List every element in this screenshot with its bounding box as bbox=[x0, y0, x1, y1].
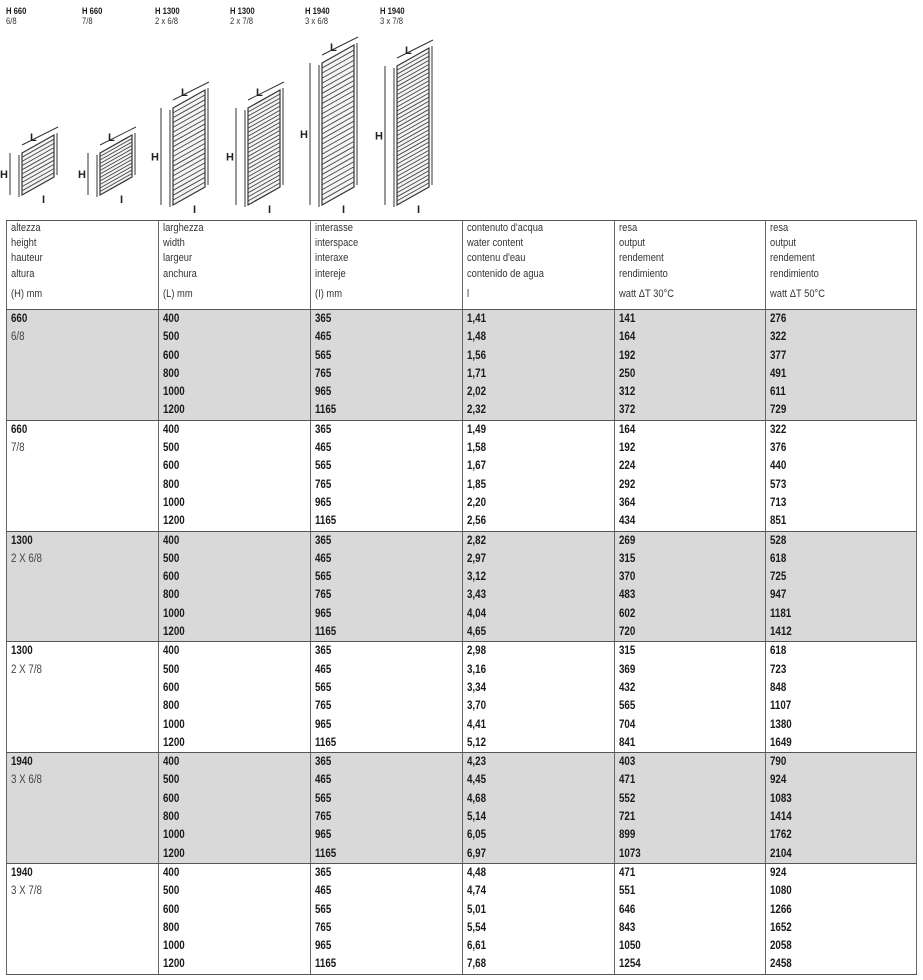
water-value: 1,71 bbox=[467, 367, 487, 380]
water-value: 1,85 bbox=[467, 478, 487, 491]
output50-value: 713 bbox=[770, 496, 787, 509]
interspace-value: 365 bbox=[315, 423, 332, 436]
output30-value: 432 bbox=[619, 681, 636, 694]
width-value: 1200 bbox=[163, 958, 185, 971]
width-value: 400 bbox=[163, 645, 180, 658]
width-value: 500 bbox=[163, 552, 180, 565]
output50-value: 1380 bbox=[770, 718, 792, 731]
interspace-value: 565 bbox=[315, 903, 332, 916]
width-value: 400 bbox=[163, 534, 180, 547]
width-value: 1200 bbox=[163, 847, 185, 860]
radiator-drawing-2 bbox=[78, 127, 136, 206]
water-value: 3,43 bbox=[467, 589, 487, 602]
water-cell bbox=[463, 753, 615, 864]
output50-cell bbox=[766, 310, 917, 421]
output50-value: 618 bbox=[770, 552, 787, 565]
water-cell bbox=[463, 310, 615, 421]
height-axis-label: H bbox=[151, 151, 159, 164]
width-value: 1000 bbox=[163, 607, 185, 620]
output30-value: 471 bbox=[619, 866, 636, 879]
output50-value: 1649 bbox=[770, 736, 792, 749]
water-value: 2,32 bbox=[467, 404, 487, 417]
water-value: 4,68 bbox=[467, 792, 487, 805]
model-group-row bbox=[7, 863, 917, 974]
spec-table bbox=[6, 220, 917, 975]
output30-value: 403 bbox=[619, 756, 636, 769]
output50-value: 611 bbox=[770, 386, 786, 399]
water-value: 1,67 bbox=[467, 460, 487, 473]
interspace-value: 765 bbox=[315, 811, 332, 824]
height-axis-label: H bbox=[300, 129, 308, 141]
output30-cell bbox=[615, 753, 766, 864]
width-cell bbox=[159, 863, 311, 974]
radiator-drawings bbox=[0, 0, 923, 218]
water-value: 1,56 bbox=[467, 349, 487, 362]
output50-cell bbox=[766, 863, 917, 974]
output30-value: 565 bbox=[619, 700, 636, 713]
output30-value: 312 bbox=[619, 386, 636, 399]
output30-cell bbox=[615, 310, 766, 421]
height-cell bbox=[7, 863, 159, 974]
output30-value: 192 bbox=[619, 442, 636, 455]
output30-value: 164 bbox=[619, 423, 636, 436]
interspace-axis-label: I bbox=[268, 204, 272, 216]
width-value: 400 bbox=[163, 313, 180, 325]
water-value: 2,56 bbox=[467, 515, 487, 528]
output30-value: 551 bbox=[619, 885, 636, 898]
width-value: 500 bbox=[163, 774, 180, 787]
width-value: 800 bbox=[163, 811, 180, 824]
output50-value: 1762 bbox=[770, 829, 792, 842]
water-value: 6,97 bbox=[467, 847, 487, 860]
output50-value: 848 bbox=[770, 681, 787, 694]
output50-value: 924 bbox=[770, 866, 787, 879]
width-value: 500 bbox=[163, 331, 180, 344]
width-value: 400 bbox=[163, 756, 180, 769]
height-cell bbox=[7, 531, 159, 642]
water-value: 5,01 bbox=[467, 903, 487, 916]
output50-value: 924 bbox=[770, 774, 787, 787]
interspace-value: 565 bbox=[315, 681, 332, 694]
output50-value: 2104 bbox=[770, 847, 792, 860]
output50-value: 322 bbox=[770, 423, 787, 436]
output50-value: 790 bbox=[770, 756, 787, 769]
output50-value: 618 bbox=[770, 645, 787, 658]
interspace-value: 365 bbox=[315, 756, 332, 769]
output30-value: 552 bbox=[619, 792, 636, 805]
height-value: 1940 bbox=[11, 756, 33, 769]
water-cell bbox=[463, 863, 615, 974]
height-cell bbox=[7, 753, 159, 864]
output30-value: 370 bbox=[619, 571, 636, 584]
interspace-axis-label: I bbox=[417, 204, 421, 216]
radiator-drawing-6 bbox=[375, 40, 433, 216]
model-code: 2 X 7/8 bbox=[11, 663, 42, 676]
width-value: 600 bbox=[163, 903, 180, 916]
output50-value: 528 bbox=[770, 534, 787, 547]
height-value: 1300 bbox=[11, 534, 33, 547]
width-cell bbox=[159, 531, 311, 642]
width-axis-label: L bbox=[181, 87, 188, 99]
width-value: 800 bbox=[163, 700, 180, 713]
width-cell bbox=[159, 420, 311, 531]
water-value: 7,68 bbox=[467, 958, 487, 971]
width-value: 1000 bbox=[163, 940, 185, 953]
output50-value: 1652 bbox=[770, 921, 792, 934]
interspace-cell bbox=[311, 863, 463, 974]
output50-value: 1266 bbox=[770, 903, 792, 916]
width-axis-label: L bbox=[330, 42, 337, 54]
model-label-6: H 1940 3 x 7/8 bbox=[380, 6, 405, 26]
width-cell bbox=[159, 753, 311, 864]
width-value: 500 bbox=[163, 442, 180, 455]
interspace-cell bbox=[311, 531, 463, 642]
interspace-value: 565 bbox=[315, 460, 332, 473]
water-value: 3,34 bbox=[467, 681, 487, 694]
output30-value: 1073 bbox=[619, 847, 641, 860]
header-width: larghezza width largeur anchura (L) mm bbox=[159, 221, 311, 310]
interspace-cell bbox=[311, 420, 463, 531]
radiator-drawing-1 bbox=[0, 127, 58, 206]
width-value: 600 bbox=[163, 681, 180, 694]
model-illustrations bbox=[0, 0, 923, 218]
output50-value: 573 bbox=[770, 478, 787, 491]
height-value: 1300 bbox=[11, 645, 33, 658]
output50-value: 2458 bbox=[770, 958, 792, 971]
width-value: 600 bbox=[163, 571, 180, 584]
output30-value: 292 bbox=[619, 478, 636, 491]
interspace-value: 465 bbox=[315, 663, 332, 676]
output30-value: 224 bbox=[619, 460, 636, 473]
interspace-axis-label: I bbox=[342, 204, 346, 216]
header-output-50: resa output rendement rendimiento watt ΔT 50°C bbox=[766, 221, 917, 310]
model-label-2: H 660 7/8 bbox=[82, 6, 103, 26]
output30-value: 899 bbox=[619, 829, 636, 842]
interspace-value: 765 bbox=[315, 589, 332, 602]
height-cell bbox=[7, 420, 159, 531]
output30-value: 1050 bbox=[619, 940, 641, 953]
width-value: 600 bbox=[163, 792, 180, 805]
height-axis-label: H bbox=[78, 169, 86, 181]
output50-value: 322 bbox=[770, 331, 787, 344]
width-value: 600 bbox=[163, 349, 180, 362]
radiator-drawing-4 bbox=[226, 82, 284, 216]
interspace-value: 365 bbox=[315, 645, 332, 658]
water-cell bbox=[463, 531, 615, 642]
interspace-value: 765 bbox=[315, 700, 332, 713]
width-cell bbox=[159, 310, 311, 421]
output50-value: 851 bbox=[770, 515, 787, 528]
radiator-drawing-5 bbox=[300, 37, 358, 216]
output30-value: 141 bbox=[619, 313, 636, 325]
interspace-value: 365 bbox=[315, 534, 332, 547]
output30-value: 721 bbox=[619, 811, 636, 824]
width-value: 1200 bbox=[163, 626, 185, 639]
water-cell bbox=[463, 420, 615, 531]
water-value: 4,48 bbox=[467, 866, 487, 879]
water-value: 4,74 bbox=[467, 885, 487, 898]
water-value: 5,14 bbox=[467, 811, 487, 824]
model-code: 7/8 bbox=[11, 442, 25, 455]
interspace-value: 465 bbox=[315, 774, 332, 787]
header-water-content: contenuto d'acqua water content contenu d'eau contenido de agua l bbox=[463, 221, 615, 310]
header-height: altezza height hauteur altura (H) mm bbox=[7, 221, 159, 310]
water-value: 1,41 bbox=[467, 313, 487, 325]
output50-value: 276 bbox=[770, 313, 787, 325]
height-value: 1940 bbox=[11, 866, 33, 879]
output30-cell bbox=[615, 863, 766, 974]
model-code: 3 X 6/8 bbox=[11, 774, 42, 787]
interspace-value: 565 bbox=[315, 349, 332, 362]
output30-value: 164 bbox=[619, 331, 636, 344]
model-code: 6/8 bbox=[11, 331, 25, 344]
output30-value: 192 bbox=[619, 349, 636, 362]
output50-value: 947 bbox=[770, 589, 787, 602]
output50-value: 491 bbox=[770, 367, 787, 380]
water-value: 1,48 bbox=[467, 331, 487, 344]
water-value: 2,97 bbox=[467, 552, 487, 565]
output30-value: 1254 bbox=[619, 958, 641, 971]
water-value: 5,12 bbox=[467, 736, 487, 749]
interspace-value: 565 bbox=[315, 792, 332, 805]
output30-value: 369 bbox=[619, 663, 636, 676]
interspace-value: 465 bbox=[315, 331, 332, 344]
model-group-row bbox=[7, 420, 917, 531]
water-value: 3,16 bbox=[467, 663, 487, 676]
interspace-value: 1165 bbox=[315, 404, 337, 417]
interspace-axis-label: I bbox=[193, 204, 197, 216]
water-value: 3,70 bbox=[467, 700, 487, 713]
width-cell bbox=[159, 642, 311, 753]
interspace-value: 965 bbox=[315, 386, 332, 399]
output50-value: 376 bbox=[770, 442, 787, 455]
interspace-value: 965 bbox=[315, 496, 332, 509]
output50-value: 1412 bbox=[770, 626, 792, 639]
output30-value: 646 bbox=[619, 903, 636, 916]
interspace-value: 465 bbox=[315, 885, 332, 898]
output30-value: 364 bbox=[619, 496, 636, 509]
output50-cell bbox=[766, 420, 917, 531]
height-value: 660 bbox=[11, 423, 28, 436]
model-label-5: H 1940 3 x 6/8 bbox=[305, 6, 330, 26]
interspace-value: 965 bbox=[315, 718, 332, 731]
width-value: 800 bbox=[163, 921, 180, 934]
water-value: 2,82 bbox=[467, 534, 487, 547]
output30-value: 602 bbox=[619, 607, 636, 620]
output50-value: 377 bbox=[770, 349, 787, 362]
interspace-value: 765 bbox=[315, 478, 332, 491]
output50-value: 725 bbox=[770, 571, 787, 584]
output50-cell bbox=[766, 531, 917, 642]
width-value: 500 bbox=[163, 885, 180, 898]
output30-value: 720 bbox=[619, 626, 636, 639]
width-value: 1200 bbox=[163, 515, 185, 528]
interspace-value: 465 bbox=[315, 442, 332, 455]
interspace-value: 765 bbox=[315, 921, 332, 934]
height-axis-label: H bbox=[375, 130, 383, 143]
output50-cell bbox=[766, 753, 917, 864]
output50-value: 2058 bbox=[770, 940, 792, 953]
model-label-1: H 660 6/8 bbox=[6, 6, 27, 26]
height-cell bbox=[7, 642, 159, 753]
output30-cell bbox=[615, 642, 766, 753]
output30-value: 250 bbox=[619, 367, 636, 380]
width-value: 400 bbox=[163, 866, 180, 879]
width-value: 1000 bbox=[163, 829, 185, 842]
output50-value: 1083 bbox=[770, 792, 792, 805]
output30-value: 315 bbox=[619, 552, 636, 565]
model-group-row bbox=[7, 531, 917, 642]
interspace-value: 365 bbox=[315, 866, 332, 879]
radiator-drawing-3 bbox=[151, 82, 209, 216]
width-axis-label: L bbox=[30, 132, 37, 144]
width-value: 800 bbox=[163, 589, 180, 602]
interspace-value: 565 bbox=[315, 571, 332, 584]
model-group-row bbox=[7, 642, 917, 753]
water-value: 4,65 bbox=[467, 626, 487, 639]
width-value: 800 bbox=[163, 367, 180, 380]
model-group-row bbox=[7, 310, 917, 421]
water-value: 4,23 bbox=[467, 756, 487, 769]
height-cell bbox=[7, 310, 159, 421]
interspace-value: 365 bbox=[315, 313, 332, 325]
interspace-value: 1165 bbox=[315, 847, 337, 860]
output50-value: 1080 bbox=[770, 885, 792, 898]
output30-value: 471 bbox=[619, 774, 636, 787]
water-cell bbox=[463, 642, 615, 753]
water-value: 1,58 bbox=[467, 442, 487, 455]
width-axis-label: L bbox=[256, 87, 263, 99]
interspace-value: 765 bbox=[315, 367, 332, 380]
width-value: 1000 bbox=[163, 386, 185, 399]
header-output-30: resa output rendement rendimiento watt ΔT 30°C bbox=[615, 221, 766, 310]
water-value: 2,20 bbox=[467, 496, 487, 509]
output50-value: 1107 bbox=[770, 700, 792, 713]
model-label-3: H 1300 2 x 6/8 bbox=[155, 6, 180, 26]
interspace-value: 965 bbox=[315, 607, 332, 620]
output30-value: 315 bbox=[619, 645, 636, 658]
output50-value: 440 bbox=[770, 460, 787, 473]
output30-value: 269 bbox=[619, 534, 636, 547]
water-value: 6,05 bbox=[467, 829, 487, 842]
width-value: 600 bbox=[163, 460, 180, 473]
output30-value: 483 bbox=[619, 589, 636, 602]
output30-cell bbox=[615, 531, 766, 642]
output30-value: 704 bbox=[619, 718, 636, 731]
width-value: 400 bbox=[163, 423, 180, 436]
width-value: 500 bbox=[163, 663, 180, 676]
water-value: 4,41 bbox=[467, 718, 487, 731]
output30-value: 372 bbox=[619, 404, 636, 417]
water-value: 1,49 bbox=[467, 423, 487, 436]
width-value: 800 bbox=[163, 478, 180, 491]
width-axis-label: L bbox=[405, 45, 412, 57]
width-value: 1000 bbox=[163, 718, 185, 731]
interspace-axis-label: I bbox=[42, 194, 46, 206]
header-interspace: interasse interspace interaxe intereje (I) mm bbox=[311, 221, 463, 310]
model-code: 2 X 6/8 bbox=[11, 552, 42, 565]
water-value: 2,98 bbox=[467, 645, 487, 658]
height-value: 660 bbox=[11, 313, 28, 325]
output30-cell bbox=[615, 420, 766, 531]
width-value: 1200 bbox=[163, 404, 185, 417]
output30-value: 434 bbox=[619, 515, 636, 528]
output50-value: 1181 bbox=[770, 607, 792, 620]
water-value: 4,04 bbox=[467, 607, 487, 620]
output50-value: 723 bbox=[770, 663, 787, 676]
output30-value: 843 bbox=[619, 921, 636, 934]
output50-value: 729 bbox=[770, 404, 787, 417]
interspace-cell bbox=[311, 310, 463, 421]
output30-value: 841 bbox=[619, 736, 636, 749]
interspace-value: 965 bbox=[315, 940, 332, 953]
interspace-value: 1165 bbox=[315, 736, 337, 749]
width-axis-label: L bbox=[108, 132, 115, 144]
interspace-cell bbox=[311, 753, 463, 864]
water-value: 5,54 bbox=[467, 921, 487, 934]
interspace-value: 1165 bbox=[315, 515, 337, 528]
interspace-value: 1165 bbox=[315, 958, 337, 971]
water-value: 6,61 bbox=[467, 940, 487, 953]
width-value: 1200 bbox=[163, 736, 185, 749]
height-axis-label: H bbox=[226, 151, 234, 164]
interspace-axis-label: I bbox=[120, 194, 124, 206]
model-group-row bbox=[7, 753, 917, 864]
model-label-4: H 1300 2 x 7/8 bbox=[230, 6, 255, 26]
water-value: 4,45 bbox=[467, 774, 487, 787]
interspace-value: 965 bbox=[315, 829, 332, 842]
water-value: 2,02 bbox=[467, 386, 487, 399]
height-axis-label: H bbox=[0, 169, 8, 181]
interspace-cell bbox=[311, 642, 463, 753]
output50-value: 1414 bbox=[770, 811, 792, 824]
interspace-value: 1165 bbox=[315, 626, 337, 639]
interspace-value: 465 bbox=[315, 552, 332, 565]
model-code: 3 X 7/8 bbox=[11, 885, 42, 898]
header-row bbox=[7, 221, 917, 310]
output50-cell bbox=[766, 642, 917, 753]
width-value: 1000 bbox=[163, 496, 185, 509]
water-value: 3,12 bbox=[467, 571, 487, 584]
